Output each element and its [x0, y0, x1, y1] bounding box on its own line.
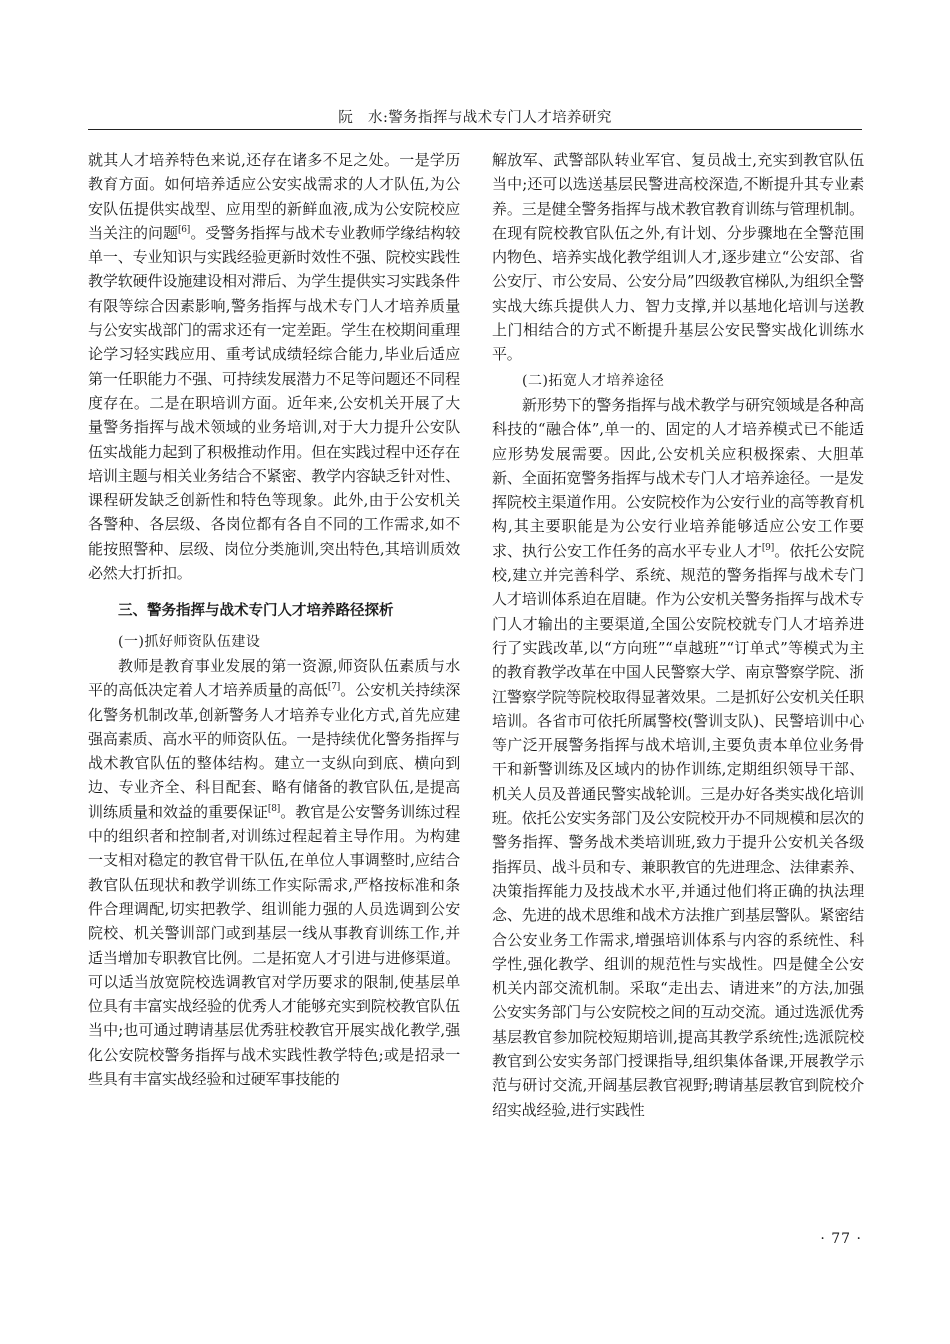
left-column — [88, 148, 460, 1091]
subsection-heading: (一)抓好师资队伍建设 — [118, 633, 261, 650]
paragraph: 就其人才培养特色来说,还存在诸多不足之处。一是学历教育方面。如何培养适应公安实战需求的人才队伍,为公安队伍提供实战型、应用型的新鲜血液,成为公安院校应当关注的问题[6]。受警务指挥与战术专业教师学缘结构较单一、专业知识与实践经验更新时效性不强、院校实践性教学软硬件设施建设相对滞后、为学生提供实习实践条件有限等综合因素影响,警务指挥与战术专门人才培养质量与公安实战部门的需求还有一定差距。学生在校期间重理论学习轻实践应用、重考试成绩轻综合能力,毕业后适应第一任职能力不强、可持续发展潜力不足等问题还不同程度存在。二是在职培训方面。近年来,公安机关开展了大量警务指挥与战术领域的业务培训,对于大力提升公安队伍实战能力起到了积极推动作用。但在实践过程中还存在培训主题与相关业务结合不紧密、教学内容缺乏针对性、课程研发缺乏创新性和特色等现象。此外,由于公安机关各警种、各层级、各岗位都有各自不同的工作需求,如不能按照警种、层级、岗位分类施训,突出特色,其培训质效必然大打折扣。 — [88, 151, 460, 583]
paragraph: 教师是教育事业发展的第一资源,师资队伍素质与水平的高低决定着人才培养质量的高低[7]。公安机关持续深化警务机制改革,创新警务人才培养专业化方式,首先应建强高素质、高水平的师资队伍。一是持续优化警务指挥与战术教官队伍的整体结构。建立一支纵向到底、横向到边、专业齐全、科目配套、略有储备的教官队伍,是提高训练质量和效益的重要保证[8]。教官是公安警务训练过程中的组织者和控制者,对训练过程起着主导作用。为构建一支相对稳定的教官骨干队伍,在单位人事调整时,应结合教官队伍现状和教学训练工作实际需求,严格按标准和条件合理调配,切实把教学、组训能力强的人员选调到公安院校、机关警训部门或到基层一线从事教育训练工作,并适当增加专职教官比例。二是拓宽人才引进与进修渠道。可以适当放宽院校选调教官对学历要求的限制,使基层单位具有丰富实战经验的优秀人才能够充实到院校教官队伍当中;也可通过聘请基层优秀驻校教官开展实战化教学,强化公安院校警务指挥与战术实践性教学特色;或是招录一些具有丰富实战经验和过硬军事技能的 — [88, 656, 460, 1088]
header-rule — [88, 129, 862, 130]
citation: [9] — [761, 542, 775, 553]
section-heading: 三、警务指挥与战术专门人才培养路径探析 — [118, 603, 394, 620]
citation: [7] — [327, 682, 341, 693]
subsection-heading: (二)拓宽人才培养途径 — [522, 372, 665, 389]
citation: [8] — [267, 803, 281, 814]
running-header: 阮 水:警务指挥与战术专门人才培养研究 — [338, 110, 612, 126]
paragraph: 新形势下的警务指挥与战术教学与研究领域是各种高科技的“融合体”,单一的、固定的人才培养模式已不能适应形势发展需要。因此,公安机关应积极探索、大胆革新、全面拓宽警务指挥与战术专门人才培养途径。一是发挥院校主渠道作用。公安院校作为公安行业的高等教育机构,其主要职能是为公安行业培养能够适应公安工作要求、执行公安工作任务的高水平专业人才[9]。依托公安院校,建立并完善科学、系统、规范的警务指挥与战术专门人才培训体系迫在眉睫。作为公安机关警务指挥与战术专门人才输出的主要渠道,全国公安院校就专门人才培养进行了实践改革,以“方向班”“卓越班”“订单式”等模式为主的教育教学改革在中国人民警察大学、南京警察学院、浙江警察学院等院校取得显著效果。二是抓好公安机关任职培训。各省市可依托所属警校(警训支队)、民警培训中心等广泛开展警务指挥与战术培训,主要负责本单位业务骨干和新警训练及区域内的协作训练,定期组织领导干部、机关人员及普通民警实战轮训。三是办好各类实战化培训班。依托公安实务部门及公安院校开办不同规模和层次的警务指挥、警务战术类培训班,致力于提升公安机关各级指挥员、战斗员和专、兼职教官的先进理念、法律素养、决策指挥能力及技战术水平,并通过他们将正确的执法理念、先进的战术思维和战术方法推广到基层警队。紧密结合公安业务工作需求,增强培训体系与内容的系统性、科学性,强化教学、组训的规范性与实战性。四是健全公安机关内部交流机制。采取“走出去、请进来”的方法,加强公安实务部门与公安院校之间的互动交流。通过选派优秀基层教官参加院校短期培训,提高其教学系统性;选派院校教官到公安实务部门授课指导,组织集体备课,开展教学示范与研讨交流,开阔基层教官视野;聘请基层教官到院校介绍实战经验,进行实践性 — [492, 395, 864, 1119]
citation: [6] — [177, 224, 191, 235]
page-number: · 77 · — [820, 1231, 862, 1247]
right-column — [492, 148, 864, 1122]
paragraph: 解放军、武警部队转业军官、复员战士,充实到教官队伍当中;还可以选送基层民警进高校深造,不断提升其专业素养。三是健全警务指挥与战术教官教育训练与管理机制。在现有院校教官队伍之外,有计划、分步骤地在全警范围内物色、培养实战化教学组训人才,逐步建立“公安部、省公安厅、市公安局、公安分局”四级教官梯队,为组织全警实战大练兵提供人力、智力支撑,并以基地化培训与送教上门相结合的方式不断提升基层公安民警实战化训练水平。 — [492, 151, 864, 364]
